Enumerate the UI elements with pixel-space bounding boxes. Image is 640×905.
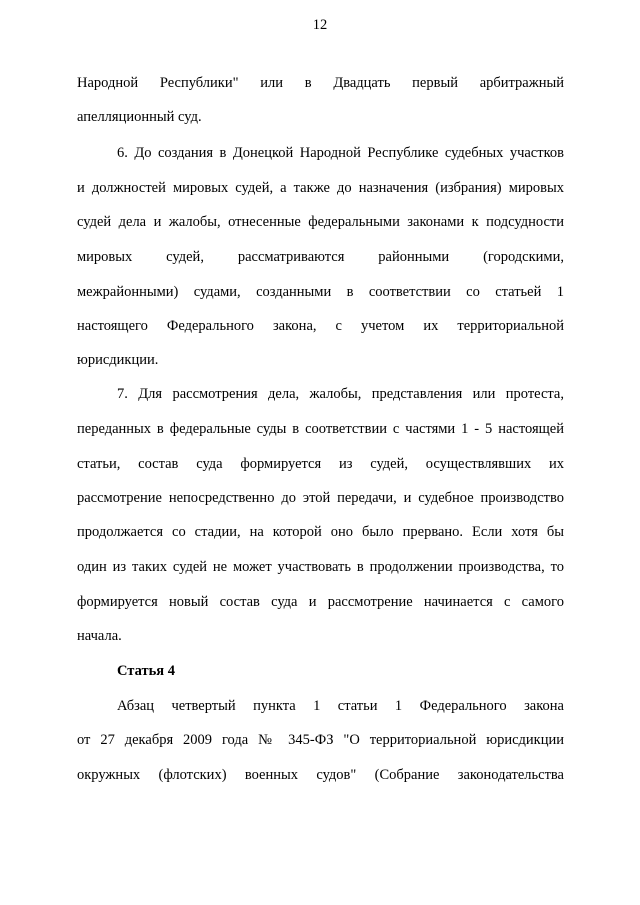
text-line: окружных (флотских) военных судов" (Собрание законодательства	[77, 767, 564, 783]
text-line: 6. До создания в Донецкой Народной Республике судебных участков	[117, 145, 564, 161]
text-line: Абзац четвертый пункта 1 статьи 1 Федерального закона	[117, 698, 564, 714]
text-line: статьи, состав суда формируется из судей, осуществлявших их	[77, 456, 564, 472]
text-line: и должностей мировых судей, а также до назначения (избрания) мировых	[77, 180, 564, 196]
text-line: от 27 декабря 2009 года № 345-ФЗ "О территориальной юрисдикции	[77, 732, 564, 748]
text-line: рассмотрение непосредственно до этой передачи, и судебное производство	[77, 490, 564, 506]
page-number: 12	[312, 17, 328, 33]
text-line: Народной Республики" или в Двадцать первый арбитражный	[77, 75, 564, 91]
text-line: один из таких судей не может участвовать в продолжении производства, то	[77, 559, 564, 575]
text-line: мировых судей, рассматриваются районными (городскими,	[77, 249, 564, 265]
article-heading: Статья 4	[117, 663, 175, 679]
text-line: апелляционный суд.	[77, 109, 202, 125]
text-line: переданных в федеральные суды в соответствии с частями 1 - 5 настоящей	[77, 421, 564, 437]
text-line: судей дела и жалобы, отнесенные федеральными законами к подсудности	[77, 214, 564, 230]
text-line: продолжается со стадии, на которой оно было прервано. Если хотя бы	[77, 524, 564, 540]
text-line: формируется новый состав суда и рассмотрение начинается с самого	[77, 594, 564, 610]
text-line: настоящего Федерального закона, с учетом их территориальной	[77, 318, 564, 334]
text-line: начала.	[77, 628, 122, 644]
text-line: 7. Для рассмотрения дела, жалобы, представления или протеста,	[117, 386, 564, 402]
text-line: юрисдикции.	[77, 352, 159, 368]
text-line: межрайонными) судами, созданными в соответствии со статьей 1	[77, 284, 564, 300]
